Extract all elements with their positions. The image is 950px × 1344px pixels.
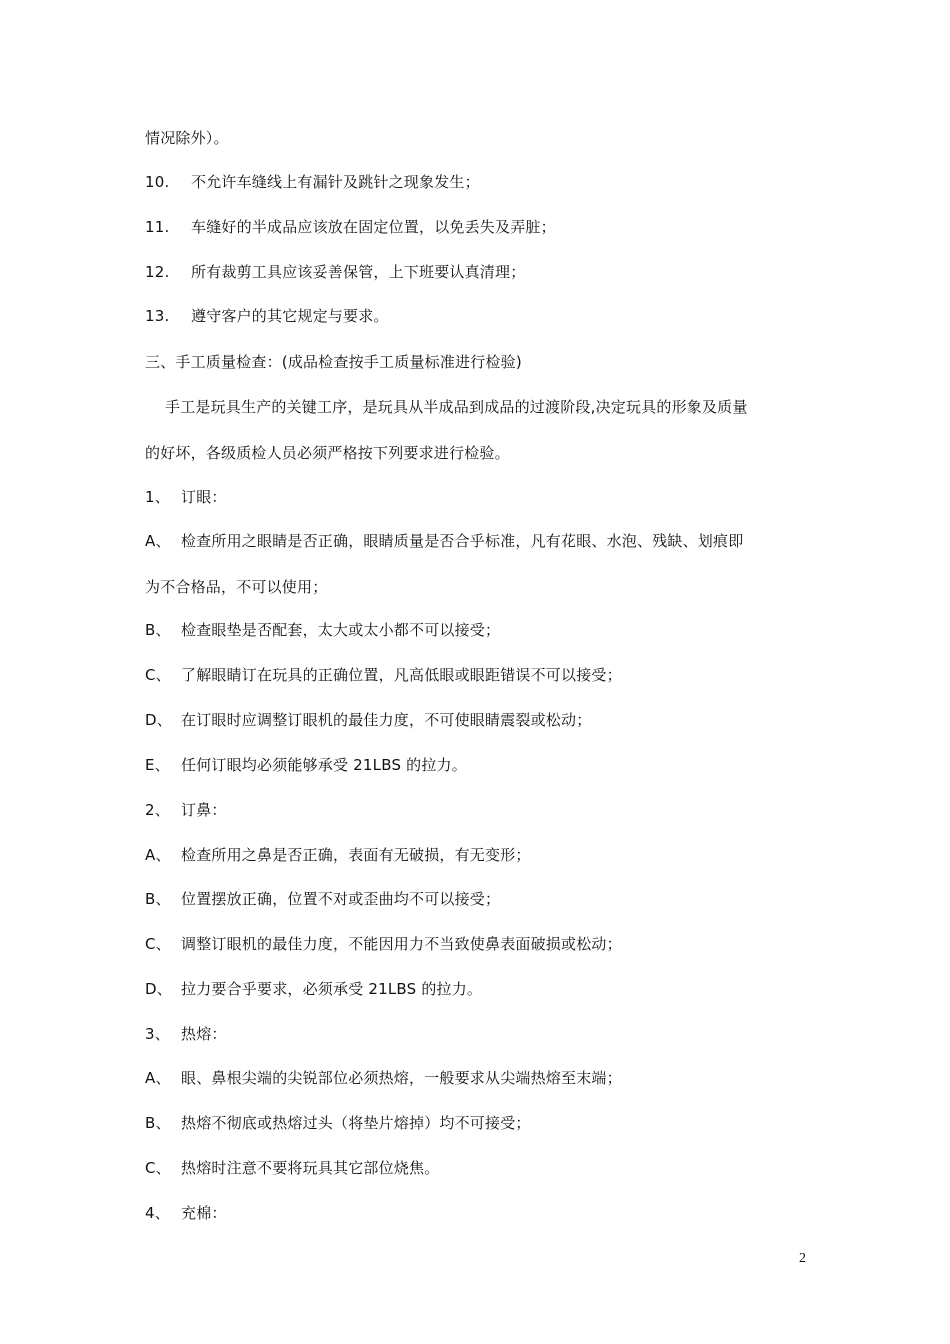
- list-item-text: 任何订眼均必须能够承受 21LBS 的拉力。: [181, 756, 467, 774]
- list-letter: D、: [145, 711, 172, 729]
- subsection-heading: [145, 800, 227, 820]
- list-item-13: [145, 306, 389, 326]
- list-item-text: 所有裁剪工具应该妥善保管，上下班要认真清理；: [191, 263, 526, 281]
- subsection-heading: [145, 1024, 227, 1044]
- list-item-text: 热熔不彻底或热熔过头（将垫片熔掉）均不可接受；: [181, 1114, 531, 1132]
- list-item-e: [145, 755, 467, 775]
- subsection-number: 2、: [145, 801, 170, 819]
- list-letter: B、: [145, 621, 171, 639]
- subsection-heading: [145, 1203, 227, 1223]
- list-item-text: 为不合格品，不可以使用；: [145, 578, 328, 596]
- subsection-title: 热熔：: [181, 1025, 227, 1043]
- subsection-number: 4、: [145, 1204, 170, 1222]
- list-item-c: [145, 934, 622, 954]
- list-letter: B、: [145, 890, 171, 908]
- list-item-text: 热熔时注意不要将玩具其它部位烧焦。: [181, 1159, 440, 1177]
- list-item-b: [145, 620, 500, 640]
- line-text: 情况除外）。: [145, 129, 229, 147]
- list-item-d: [145, 979, 482, 999]
- list-letter: A、: [145, 532, 171, 550]
- list-item-11: [145, 217, 556, 237]
- list-item-c: [145, 665, 622, 685]
- list-item-b: [145, 889, 500, 909]
- list-letter: A、: [145, 846, 171, 864]
- subsection-number: 1、: [145, 488, 170, 506]
- list-item-text: 遵守客户的其它规定与要求。: [191, 307, 389, 325]
- list-item-text: 检查所用之眼睛是否正确，眼睛质量是否合乎标准，凡有花眼、水泡、残缺、划痕即: [181, 532, 744, 550]
- list-letter: C、: [145, 935, 171, 953]
- list-item-text: 调整订眼机的最佳力度，不能因用力不当致使鼻表面破损或松动；: [181, 935, 622, 953]
- subsection-heading: [145, 487, 227, 507]
- list-number: 11.: [145, 218, 170, 236]
- list-item-text: 检查眼垫是否配套，太大或太小都不可以接受；: [181, 621, 501, 639]
- paragraph-line: [145, 443, 510, 463]
- list-item-a: [145, 531, 743, 551]
- list-item-a: [145, 845, 531, 865]
- subsection-title: 订眼：: [181, 488, 227, 506]
- list-item-d: [145, 710, 591, 730]
- text-line: [145, 128, 229, 148]
- list-item-c: [145, 1158, 439, 1178]
- list-item-text: 不允许车缝线上有漏针及跳针之现象发生；: [191, 173, 480, 191]
- list-item-12: [145, 262, 525, 282]
- subsection-number: 3、: [145, 1025, 170, 1043]
- list-item-text: 位置摆放正确，位置不对或歪曲均不可以接受；: [181, 890, 501, 908]
- list-item-continuation: [145, 577, 327, 597]
- list-item-b: [145, 1113, 531, 1133]
- list-item-text: 眼、鼻根尖端的尖锐部位必须热熔，一般要求从尖端热熔至末端；: [181, 1069, 622, 1087]
- list-letter: C、: [145, 666, 171, 684]
- list-item-text: 检查所用之鼻是否正确，表面有无破损，有无变形；: [181, 846, 531, 864]
- list-item-text: 拉力要合乎要求，必须承受 21LBS 的拉力。: [181, 980, 483, 998]
- list-item-text: 车缝好的半成品应该放在固定位置，以免丢失及弄脏；: [191, 218, 556, 236]
- list-item-text: 在订眼时应调整订眼机的最佳力度，不可使眼睛震裂或松动；: [181, 711, 592, 729]
- section-heading: [145, 352, 522, 372]
- paragraph-text: 手工是玩具生产的关键工序，是玩具从半成品到成品的过渡阶段,决定玩具的形象及质量: [165, 398, 748, 416]
- list-letter: A、: [145, 1069, 171, 1087]
- page-number: 2: [799, 1251, 806, 1266]
- subsection-title: 订鼻：: [181, 801, 227, 819]
- list-number: 13.: [145, 307, 170, 325]
- list-item-10: [145, 172, 480, 192]
- list-letter: C、: [145, 1159, 171, 1177]
- list-letter: E、: [145, 756, 170, 774]
- list-number: 12.: [145, 263, 170, 281]
- subsection-title: 充棉：: [181, 1204, 227, 1222]
- section-heading-text: 三、手工质量检查：(成品检查按手工质量标准进行检验): [145, 353, 522, 371]
- list-letter: B、: [145, 1114, 171, 1132]
- list-item-a: [145, 1068, 622, 1088]
- list-number: 10.: [145, 173, 170, 191]
- list-letter: D、: [145, 980, 172, 998]
- paragraph-line: [165, 397, 748, 417]
- paragraph-text: 的好坏，各级质检人员必须严格按下列要求进行检验。: [145, 444, 510, 462]
- list-item-text: 了解眼睛订在玩具的正确位置，凡高低眼或眼距错误不可以接受；: [181, 666, 622, 684]
